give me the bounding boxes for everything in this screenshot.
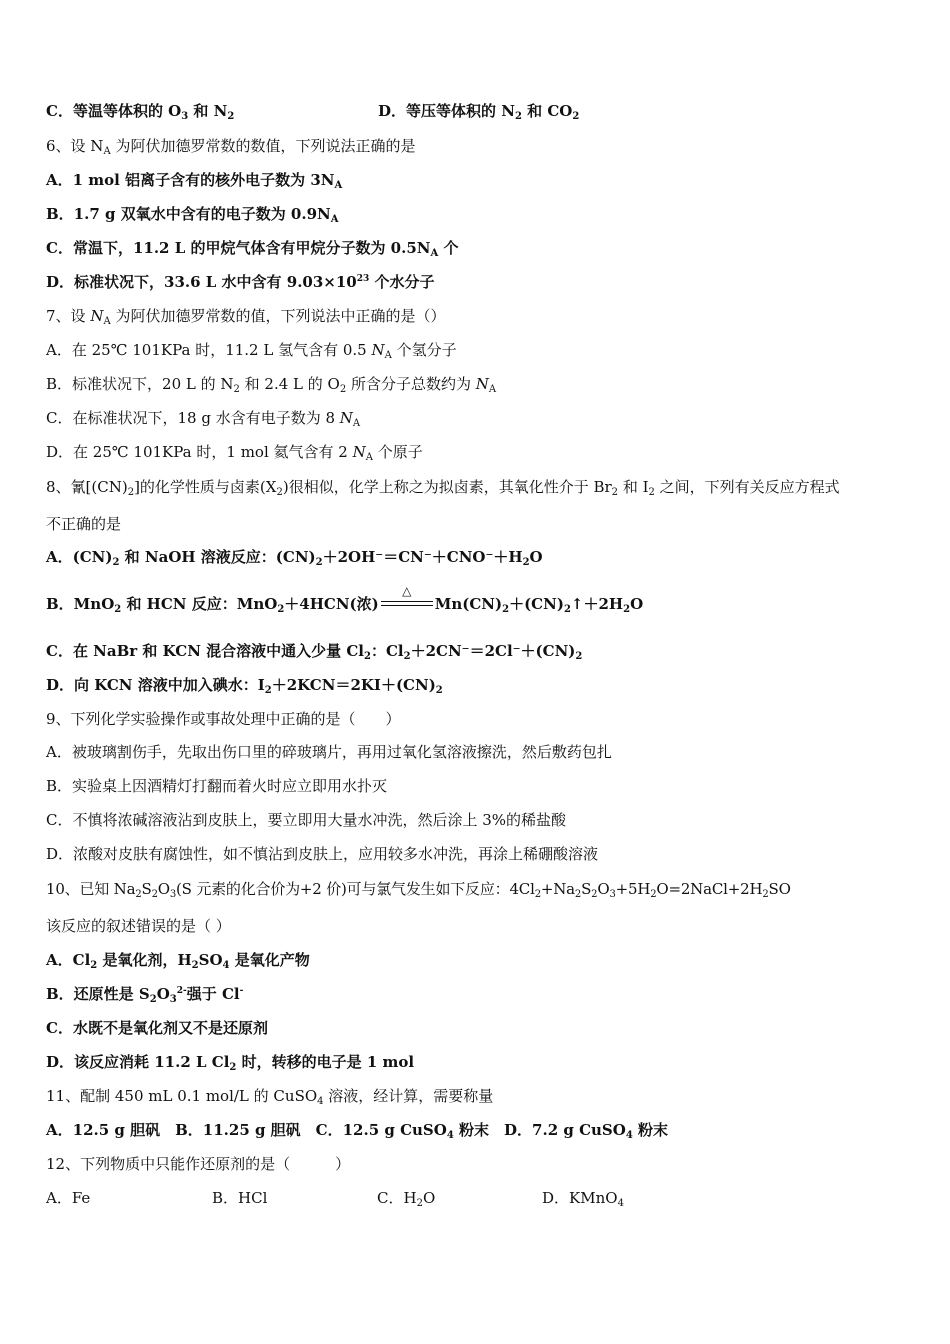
q9-option-d: D．浓酸对皮肤有腐蚀性，如不慎沾到皮肤上，应用较多水冲洗，再涂上稀硼酸溶液 <box>46 845 599 863</box>
q7-stem: 7、设 $N_A$ 为阿伏加德罗常数的值，下列说法中正确的是（） <box>46 307 446 327</box>
q8-option-a: A．$(CN)_2$ 和 NaOH 溶液反应：$(CN)_2+2OH^-=CN^-+CNO^-+H_2O$ <box>46 548 543 568</box>
q10-option-d: D．该反应消耗 11.2 L $Cl_2$ 时，转移的电子是 1 mol <box>46 1053 415 1073</box>
q10-stem-line1: 10、已知 $Na_2S_2O_3(S$ 元素的化合价为+2 价)可与氯气发生如下反应：$4Cl_2+Na_2S_2O_3+5H_2O=2NaCl+2H_2SO$ <box>46 880 791 900</box>
q12-option-d: D．KMnO$_4$ <box>542 1189 624 1209</box>
q10-option-a: A．$Cl_2$ 是氧化剂，$H_2SO_4$ 是氧化产物 <box>46 951 310 971</box>
q6-option-c: C．常温下，11.2 L 的甲烷气体含有甲烷分子数为 $0.5N_A$ 个 <box>46 239 459 259</box>
q7-option-d: D．在 25℃ 101KPa 时，1 mol 氦气含有 2 $N_A$ 个原子 <box>46 443 423 463</box>
q8-option-b: B．MnO$_2$ 和 HCN 反应：MnO$_2$＋4HCN(浓) △ $Mn(CN)_2+(CN)_2↑+2H_2O$ <box>46 594 906 614</box>
heating-equals-sign <box>379 584 435 614</box>
q11-options: A．12.5 g 胆矾 B．11.25 g 胆矾 C．12.5 g CuSO$_4$ 粉末 D．7.2 g CuSO$_4$ 粉末 <box>46 1121 669 1141</box>
q12-stem: 12、下列物质中只能作还原剂的是（ ） <box>46 1155 351 1173</box>
q10-stem-line2: 该反应的叙述错误的是（ ） <box>46 917 231 935</box>
q5-option-c: C．等温等体积的 $O_3$ 和 $N_2$ <box>46 102 235 122</box>
q6-option-a: A．1 mol 铝离子含有的核外电子数为 $3N_A$ <box>46 171 343 191</box>
q12-option-b: B．HCl <box>212 1189 268 1207</box>
q6-stem: 6、设 $N_A$ 为阿伏加德罗常数的数值，下列说法正确的是 <box>46 137 416 157</box>
q9-stem: 9、下列化学实验操作或事故处理中正确的是（ ） <box>46 710 401 728</box>
q8-stem-line2: 不正确的是 <box>46 515 122 533</box>
q7-option-c: C．在标准状况下，18 g 水含有电子数为 8 $N_A$ <box>46 409 361 429</box>
q10-option-c: C．水既不是氧化剂又不是还原剂 <box>46 1019 268 1037</box>
q12-option-a: A．Fe <box>46 1189 91 1207</box>
q9-option-b: B．实验桌上因酒精灯打翻而着火时应立即用水扑灭 <box>46 777 388 795</box>
q8-option-d: D．向 KCN 溶液中加入碘水：$I_2+2KCN=2KI+(CN)_2$ <box>46 676 443 696</box>
q10-option-b: B．还原性是 $S_2O_3^{2-}$强于 Cl- <box>46 985 244 1005</box>
heat-triangle-icon: △ <box>402 584 412 598</box>
q12-option-c: C．$H_2O$ <box>377 1189 436 1209</box>
q6-option-d: D．标准状况下，33.6 L 水中含有 $9.03\times 10^{23}$ 个水分子 <box>46 273 435 291</box>
q8-option-c: C．在 NaBr 和 KCN 混合溶液中通入少量 $Cl_2$：$Cl_2+2CN^-=2Cl^-+(CN)_2$ <box>46 642 583 662</box>
q8-stem-line1: 8、氰$[(CN)_2]$的化学性质与卤素$(X_2)$很相似，化学上称之为拟卤素，其氧化性介于 $Br_2$ 和 $I_2$ 之间，下列有关反应方程式 <box>46 478 840 498</box>
q11-stem: 11、配制 450 mL 0.1 mol/L 的 CuSO$_4$ 溶液，经计算，需要称量 <box>46 1087 494 1107</box>
q5-option-d: D．等压等体积的 $N_2$ 和 $CO_2$ <box>378 102 580 122</box>
q9-option-c: C．不慎将浓碱溶液沾到皮肤上，要立即用大量水冲洗，然后涂上 3%的稀盐酸 <box>46 811 567 829</box>
q6-option-b: B．1.7 g 双氧水中含有的电子数为 $0.9N_A$ <box>46 205 339 225</box>
q9-option-a: A．被玻璃割伤手，先取出伤口里的碎玻璃片，再用过氧化氢溶液擦洗，然后敷药包扎 <box>46 743 612 761</box>
q7-option-b: B．标准状况下，20 L 的 $N_2$ 和 2.4 L 的 $O_2$ 所含分子总数约为 $N_A$ <box>46 375 497 395</box>
q7-option-a: A．在 25℃ 101KPa 时，11.2 L 氢气含有 0.5 $N_A$ 个氢分子 <box>46 341 457 361</box>
